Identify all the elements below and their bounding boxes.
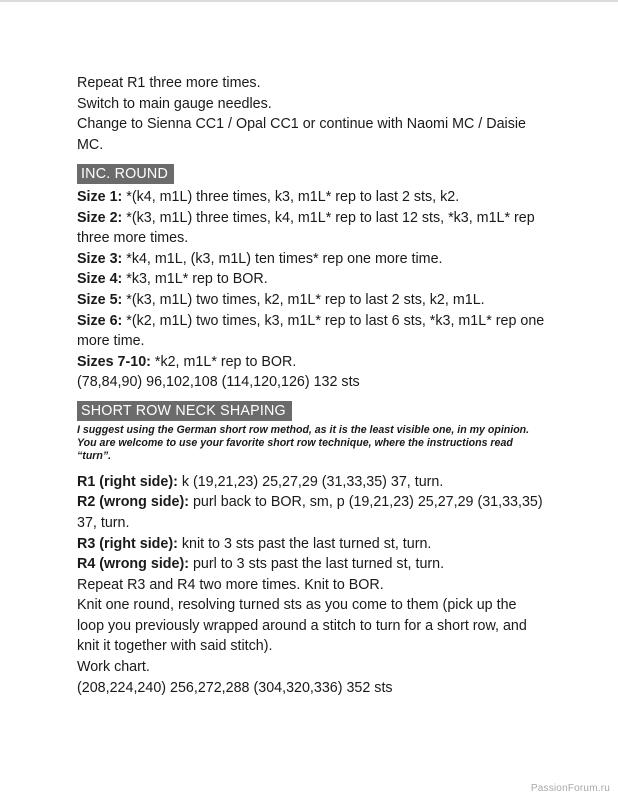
row-instruction xyxy=(77,472,547,493)
size-instruction xyxy=(77,311,547,352)
row-instruction xyxy=(77,492,547,533)
intro-line: Repeat R1 three more times. xyxy=(77,75,261,91)
size-instruction xyxy=(77,208,547,249)
technique-note: I suggest using the German short row method, as it is the least visible one, in my opinion. You are welcome to use your favorite short row technique, where the instructions read “turn”. xyxy=(77,423,530,463)
size-text: *k3, m1L* rep to BOR. xyxy=(122,271,268,288)
row-instruction xyxy=(77,554,547,575)
size-text: *(k3, m1L) two times, k2, m1L* rep to last 2 sts, k2, m1L. xyxy=(122,291,485,308)
size-label: Size 3: xyxy=(77,250,123,267)
row-label: R1 (right side): xyxy=(77,473,178,490)
size-instruction xyxy=(77,269,547,290)
size-text: *(k2, m1L) two times, k3, m1L* rep to last 6 sts, *k3, m1L* rep one more time. xyxy=(77,312,545,350)
pattern-content xyxy=(77,73,547,698)
size-label: Size 5: xyxy=(77,291,123,308)
size-instruction xyxy=(77,290,547,311)
row-text: k (19,21,23) 25,27,29 (31,33,35) 37, turn. xyxy=(177,473,444,490)
size-text: *k2, m1L* rep to BOR. xyxy=(150,353,297,370)
size-text: *k4, m1L, (k3, m1L) ten times* rep one more time. xyxy=(122,250,443,267)
section-heading-inc-round: INC. ROUND xyxy=(77,164,174,184)
stitch-count: (78,84,90) 96,102,108 (114,120,126) 132 sts xyxy=(77,374,360,391)
row-text: knit to 3 sts past the last turned st, turn. xyxy=(177,535,432,552)
row-label: R4 (wrong side): xyxy=(77,556,189,573)
size-instruction xyxy=(77,352,547,373)
size-instruction xyxy=(77,187,547,208)
row-text: purl to 3 sts past the last turned st, turn. xyxy=(189,556,445,573)
inc-round-heading-row xyxy=(77,164,547,185)
size-instruction xyxy=(77,249,547,270)
short-row-heading-row xyxy=(77,401,547,422)
size-label: Size 4: xyxy=(77,271,123,288)
size-text: *(k3, m1L) three times, k4, m1L* rep to last 12 sts, *k3, m1L* rep three more times. xyxy=(77,209,535,247)
site-watermark: PassionForum.ru xyxy=(530,783,610,794)
row-text: purl back to BOR, sm, p (19,21,23) 25,27,29 (31,33,35) 37, turn. xyxy=(77,494,543,531)
size-label: Size 1: xyxy=(77,188,123,205)
instruction-line: Knit one round, resolving turned sts as you come to them (pick up the loop you previously wrapped around a stitch to turn for a short row, and knit it together with said stitch). xyxy=(77,597,527,655)
stitch-count: (208,224,240) 256,272,288 (304,320,336) 352 sts xyxy=(77,679,393,696)
row-label: R2 (wrong side): xyxy=(77,494,189,511)
size-label: Sizes 7-10: xyxy=(77,353,151,370)
size-label: Size 6: xyxy=(77,312,123,329)
row-instruction xyxy=(77,534,547,555)
row-label: R3 (right side): xyxy=(77,535,178,552)
top-divider xyxy=(0,0,618,2)
size-label: Size 2: xyxy=(77,209,123,226)
section-heading-short-row: SHORT ROW NECK SHAPING xyxy=(77,401,292,421)
intro-line: Change to Sienna CC1 / Opal CC1 or continue with Naomi MC / Daisie MC. xyxy=(77,116,526,153)
intro-line: Switch to main gauge needles. xyxy=(77,95,272,112)
instruction-line: Work chart. xyxy=(77,659,150,676)
instruction-line: Repeat R3 and R4 two more times. Knit to BOR. xyxy=(77,576,384,593)
size-text: *(k4, m1L) three times, k3, m1L* rep to last 2 sts, k2. xyxy=(122,188,460,205)
